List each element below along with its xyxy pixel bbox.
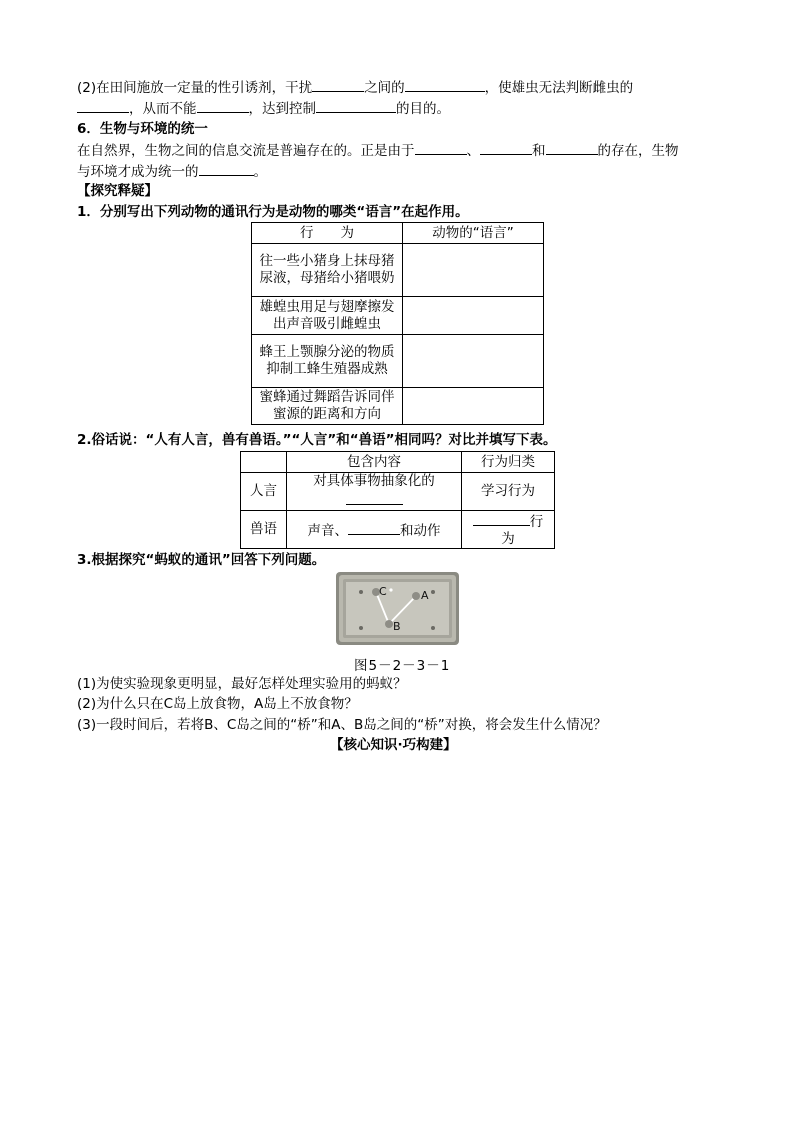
blank[interactable] xyxy=(480,140,532,155)
section-6-title: 6．生物与环境的统一 xyxy=(77,121,208,137)
content-cell: 声音、 和动作 xyxy=(287,511,462,549)
label-a: A xyxy=(421,589,429,602)
row-label: 人言 xyxy=(241,473,287,511)
blank[interactable] xyxy=(473,511,530,526)
e3-q3: (3)一段时间后，若将B、C岛之间的“桥”和A、B岛之间的“桥”对换，将会发生什么情况？ xyxy=(77,717,607,733)
s6-line1: 在自然界，生物之间的信息交流是普遍存在的。正是由于 、 和 的存在，生物 xyxy=(77,140,679,161)
header-type: 行为归类 xyxy=(462,452,555,473)
row-behavior: 蜜蜂通过舞蹈告诉同伴蜜源的距离和方向 xyxy=(252,388,403,425)
e3-prompt: 3.根据探究“蚂蚁的通讯”回答下列问题。 xyxy=(77,552,326,568)
answer-cell[interactable] xyxy=(403,335,544,388)
e3-q2: (2)为什么只在C岛上放食物，A岛上不放食物？ xyxy=(77,696,358,712)
compare-table xyxy=(240,451,555,549)
figure-caption: 图5－2－3－1 xyxy=(354,658,451,674)
explore-title: 【探究释疑】 xyxy=(77,183,158,199)
row-label: 兽语 xyxy=(241,511,287,549)
blank[interactable] xyxy=(312,77,364,92)
type-cell: 学习行为 xyxy=(462,473,555,511)
q2-line1: (2)在田间施放一定量的性引诱剂，干扰 之间的 ，使雄虫无法判断雌虫的 xyxy=(77,77,633,98)
blank[interactable] xyxy=(316,98,396,113)
corner-cell xyxy=(241,452,287,473)
e2-prompt: 2.俗话说：“人有人言，兽有兽语。”“人言”和“兽语”相同吗？对比并填写下表。 xyxy=(77,432,557,448)
core-title: 【核心知识·巧构建】 xyxy=(330,737,457,753)
q2-line2: ，从而不能 ，达到控制 的目的。 xyxy=(77,98,450,119)
language-table xyxy=(251,222,544,425)
ant-experiment-photo xyxy=(336,572,459,645)
blank[interactable] xyxy=(77,98,129,113)
answer-cell[interactable] xyxy=(403,388,544,425)
row-behavior: 往一些小猪身上抹母猪尿液，母猪给小猪喂奶 xyxy=(252,244,403,297)
label-c: C xyxy=(379,585,387,598)
row-behavior: 蜂王上颚腺分泌的物质抑制工蜂生殖器成熟 xyxy=(252,335,403,388)
label-b: B xyxy=(393,620,401,633)
header-behavior: 行 为 xyxy=(252,223,403,244)
content-cell: 对具体事物抽象化的 xyxy=(287,473,462,511)
blank[interactable] xyxy=(346,490,403,505)
type-cell: 行 为 xyxy=(462,511,555,549)
row-behavior: 雄蝗虫用足与翅摩擦发出声音吸引雌蝗虫 xyxy=(252,297,403,335)
blank[interactable] xyxy=(199,161,254,176)
e3-q1: (1)为使实验现象更明显，最好怎样处理实验用的蚂蚁？ xyxy=(77,676,407,692)
header-language: 动物的“语言” xyxy=(403,223,544,244)
blank[interactable] xyxy=(197,98,249,113)
blank[interactable] xyxy=(546,140,598,155)
blank[interactable] xyxy=(405,77,485,92)
blank[interactable] xyxy=(415,140,467,155)
blank[interactable] xyxy=(348,520,400,535)
answer-cell[interactable] xyxy=(403,244,544,297)
e1-prompt: 1．分别写出下列动物的通讯行为是动物的哪类“语言”在起作用。 xyxy=(77,204,469,220)
header-content: 包含内容 xyxy=(287,452,462,473)
s6-line2: 与环境才成为统一的 。 xyxy=(77,161,267,182)
answer-cell[interactable] xyxy=(403,297,544,335)
